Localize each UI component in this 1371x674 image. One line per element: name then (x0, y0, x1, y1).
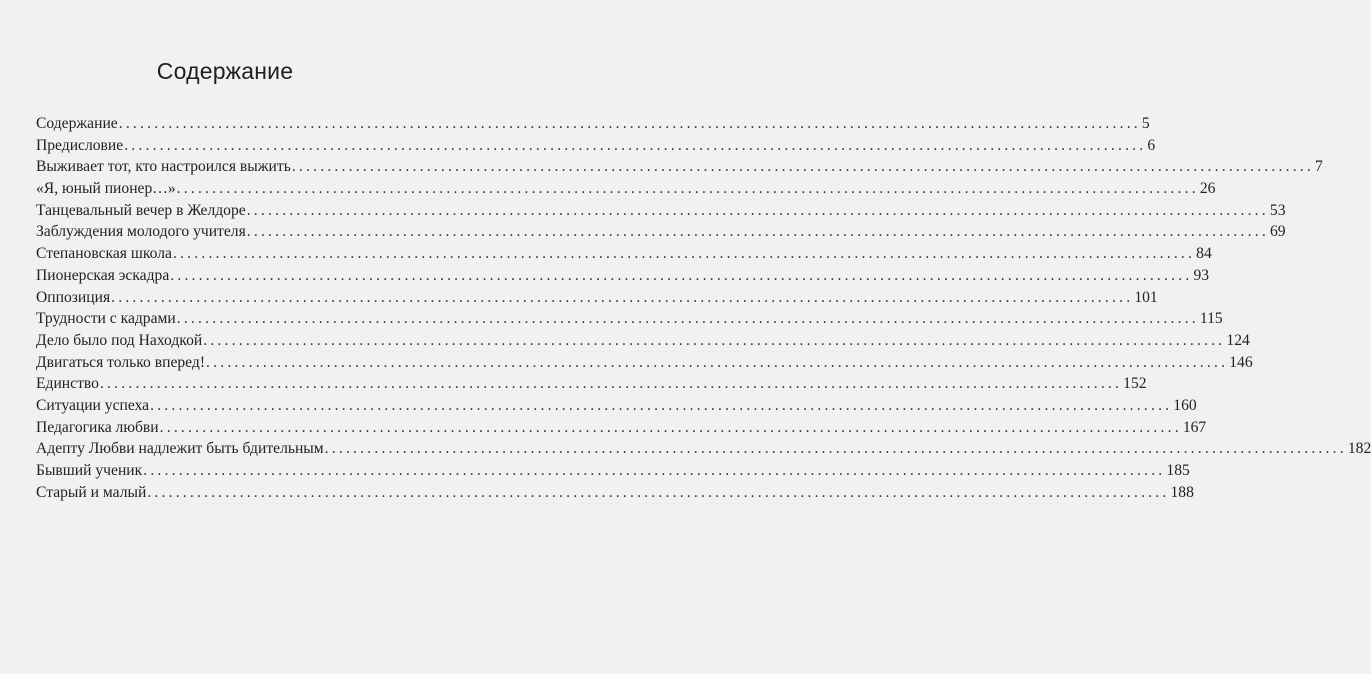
toc-entry-title: Единство (36, 375, 99, 393)
toc-dot-leader: ................................................................................................................................................ (172, 245, 1196, 263)
toc-entry-title: Бывший ученик (36, 462, 143, 479)
toc-entry (36, 330, 1250, 352)
toc-dot-leader: ................................................................................................................................................ (246, 201, 1269, 219)
toc-entry (36, 395, 1197, 417)
toc-dot-leader: ................................................................................................................................................ (176, 310, 1199, 328)
toc-entry (36, 373, 1147, 395)
toc-dot-leader: ................................................................................................................................................ (291, 158, 1315, 176)
toc-entry (36, 417, 1207, 439)
toc-entry-page: 115 (1199, 310, 1223, 328)
toc-entry-title: Педагогика любви (36, 418, 159, 436)
toc-entry-title: Адепту Любви надлежит быть бдительным (36, 440, 324, 458)
toc-entry-title: Выживает тот, кто настроился выжить (36, 158, 291, 176)
toc-entry-page: 5 (1141, 115, 1150, 132)
toc-entry-title: Трудности с кадрами (36, 310, 176, 328)
toc-entry-page: 53 (1269, 201, 1286, 219)
toc-entry-page: 6 (1147, 136, 1156, 154)
toc-entry-title: Ситуации успеха (36, 396, 150, 414)
toc-entry-page: 124 (1226, 331, 1250, 349)
toc-dot-leader: ................................................................................................................................................ (206, 353, 1229, 371)
toc-entry-page: 146 (1229, 353, 1253, 371)
toc-entry-page: 152 (1123, 375, 1147, 393)
toc-entry-page: 188 (1170, 483, 1194, 501)
toc-dot-leader: ................................................................................................................................................ (124, 136, 1147, 154)
toc-dot-leader: ................................................................................................................................................ (176, 180, 1199, 198)
toc-dot-leader: ................................................................................................................................................ (147, 483, 1170, 501)
toc-entry-title: Степановская школа (36, 245, 172, 263)
toc-entry-title: Дело было под Находкой (36, 331, 203, 349)
toc-entry (36, 265, 1210, 287)
toc-entry-page: 93 (1193, 266, 1210, 284)
toc-dot-leader: ................................................................................................................................................ (150, 396, 1173, 414)
toc-entry (36, 243, 1212, 265)
toc-entry-page: 7 (1315, 158, 1323, 176)
toc-entry-title: Старый и малый (36, 483, 147, 501)
toc-entry (36, 287, 1158, 309)
toc-dot-leader: ................................................................................................................................................ (118, 115, 1141, 132)
toc-entry (36, 113, 1150, 135)
page-title: Содержание (156, 58, 294, 84)
toc-entry-title: «Я, юный пионер…» (36, 180, 176, 198)
toc-entry (36, 352, 1253, 374)
toc-entry-title: Заблуждения молодого учителя (36, 223, 246, 241)
toc-entry-page: 182 (1347, 440, 1371, 458)
toc-entry (36, 438, 1371, 460)
toc-entry-title: Двигаться только вперед! (36, 353, 206, 371)
toc-entry (36, 482, 1194, 504)
toc-entry (36, 135, 1156, 157)
toc-dot-leader: ................................................................................................................................................ (111, 288, 1134, 306)
toc-entry (36, 200, 1286, 222)
toc-entry-page: 185 (1166, 462, 1190, 479)
toc-entry-title: Предисловие (36, 136, 124, 154)
toc-entry-page: 160 (1173, 396, 1197, 414)
toc-dot-leader: ................................................................................................................................................ (203, 331, 1226, 349)
toc-entry-page: 84 (1196, 245, 1212, 263)
toc-entry-title: Содержание (36, 115, 118, 132)
toc-entry (36, 221, 1286, 243)
toc-entry (36, 308, 1223, 330)
table-of-contents (36, 113, 1371, 503)
toc-dot-leader: ................................................................................................................................................ (99, 375, 1123, 393)
toc-entry-page: 26 (1199, 180, 1216, 198)
toc-entry (36, 178, 1216, 200)
toc-dot-leader: ................................................................................................................................................ (324, 440, 1347, 458)
toc-entry (36, 460, 1190, 482)
toc-entry (36, 156, 1323, 178)
toc-entry-page: 101 (1134, 288, 1158, 306)
toc-dot-leader: ................................................................................................................................................ (143, 462, 1166, 479)
toc-dot-leader: ................................................................................................................................................ (246, 223, 1269, 241)
toc-entry-title: Танцевальный вечер в Желдоре (36, 201, 246, 219)
toc-entry-page: 69 (1269, 223, 1286, 241)
toc-entry-title: Оппозиция (36, 288, 111, 306)
toc-entry-page: 167 (1182, 418, 1207, 436)
toc-dot-leader: ................................................................................................................................................ (159, 418, 1182, 436)
toc-dot-leader: ................................................................................................................................................ (170, 266, 1193, 284)
toc-entry-title: Пионерская эскадра (36, 266, 170, 284)
